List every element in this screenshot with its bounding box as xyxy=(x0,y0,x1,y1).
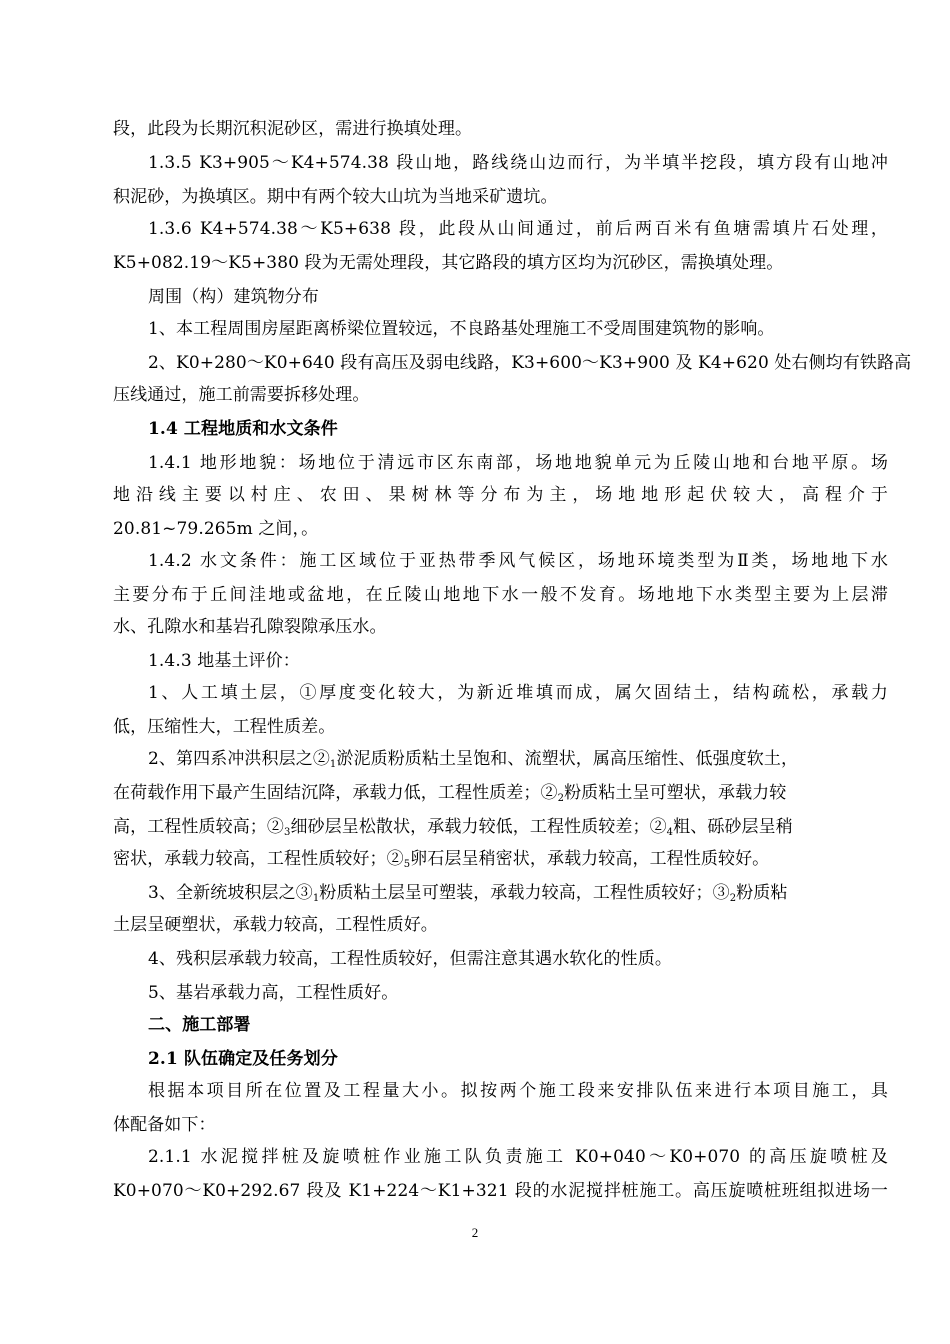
text-line xyxy=(148,748,888,772)
text-line: 2、K0+280～K0+640 段有高压及弱电线路，K3+600～K3+900 及 K4+620 处右侧均有铁路高 xyxy=(148,353,912,373)
section-heading: 周围（构）建筑物分布 xyxy=(148,287,319,307)
text-line: 1.4.2 水文条件：施工区域位于亚热带季风气候区，场地环境类型为Ⅱ类，场地地下水 xyxy=(148,551,888,571)
text-line: 低，压缩性大，工程性质差。 xyxy=(113,717,336,737)
text-line: 1.4.3 地基土评价： xyxy=(148,651,300,671)
text-line: 20.81~79.265m 之间，。 xyxy=(113,519,319,539)
subscript: 2 xyxy=(557,793,565,804)
text-line: 1、人工填土层，①厚度变化较大，为新近堆填而成，属欠固结土，结构疏松，承载力 xyxy=(148,683,888,703)
text-line: 地沿线主要以村庄、农田、果树林等分布为主，场地地形起伏较大，高程介于 xyxy=(113,485,888,505)
text-line: 2.1.1 水泥搅拌桩及旋喷桩作业施工队负责施工 K0+040～K0+070 的高压旋喷桩及 xyxy=(148,1147,888,1167)
text-span: 卵石层呈稍密状，承载力较高，工程性质较好。 xyxy=(410,849,770,869)
text-line xyxy=(148,882,888,906)
text-span: 粉质粘土层呈可塑装，承载力较高，工程性质较好；③ xyxy=(319,883,730,903)
text-span: 粗、砾砂层呈稍 xyxy=(673,817,793,837)
text-span: 细砂层呈松散状，承载力较低，工程性质较差；② xyxy=(290,817,667,837)
text-span: 密状，承载力较高，工程性质较好；② xyxy=(113,849,404,869)
text-span: 高，工程性质较高；② xyxy=(113,817,284,837)
text-line: 段，此段为长期沉积泥砂区，需进行换填处理。 xyxy=(113,119,473,139)
subscript: 2 xyxy=(729,893,737,904)
text-line: 根据本项目所在位置及工程量大小。拟按两个施工段来安排队伍来进行本项目施工，具 xyxy=(148,1081,888,1101)
text-line xyxy=(113,816,888,840)
text-line: K5+082.19～K5+380 段为无需处理段，其它路段的填方区均为沉砂区，需换填处理。 xyxy=(113,253,784,273)
subscript: 4 xyxy=(666,827,674,838)
text-line: 主要分布于丘间洼地或盆地，在丘陵山地地下水一般不发育。场地地下水类型主要为上层滞 xyxy=(113,585,888,605)
chapter-heading: 二、施工部署 xyxy=(148,1015,251,1035)
subscript: 5 xyxy=(403,859,411,870)
text-line: 1、本工程周围房屋距离桥梁位置较远，不良路基处理施工不受周围建筑物的影响。 xyxy=(148,319,775,339)
subscript: 1 xyxy=(329,759,337,770)
text-line: 水、孔隙水和基岩孔隙裂隙承压水。 xyxy=(113,617,387,637)
text-span: 3、全新统坡积层之③ xyxy=(148,883,313,903)
text-line: 1.3.6 K4+574.38～K5+638 段，此段从山间通过，前后两百米有鱼塘需填片石处理， xyxy=(148,219,888,239)
section-heading: 2.1 队伍确定及任务划分 xyxy=(148,1049,338,1069)
text-span: 淤泥质粉质粘土呈饱和、流塑状，属高压缩性、低强度软土， xyxy=(336,749,799,769)
text-line: 4、残积层承载力较高，工程性质较好，但需注意其遇水软化的性质。 xyxy=(148,949,672,969)
section-heading: 1.4 工程地质和水文条件 xyxy=(148,419,338,439)
text-line: K0+070～K0+292.67 段及 K1+224～K1+321 段的水泥搅拌桩施工。高压旋喷桩班组拟进场一 xyxy=(113,1181,888,1201)
text-span: 粉质粘 xyxy=(736,883,788,903)
text-line: 体配备如下： xyxy=(113,1115,216,1135)
text-line xyxy=(113,848,888,872)
text-span: 2、第四系冲洪积层之② xyxy=(148,749,330,769)
text-line: 1.3.5 K3+905～K4+574.38 段山地，路线绕山边而行，为半填半挖段，填方段有山地冲 xyxy=(148,153,888,173)
subscript: 1 xyxy=(312,893,320,904)
text-span: 粉质粘土呈可塑状，承载力较 xyxy=(564,783,787,803)
text-line: 5、基岩承载力高，工程性质好。 xyxy=(148,983,399,1003)
text-line xyxy=(113,782,888,806)
text-span: 在荷载作用下最产生固结沉降，承载力低，工程性质差；② xyxy=(113,783,558,803)
text-line: 积泥砂，为换填区。期中有两个较大山坑为当地采矿遗坑。 xyxy=(113,187,558,207)
subscript: 3 xyxy=(284,827,291,838)
text-line: 压线通过，施工前需要拆移处理。 xyxy=(113,385,370,405)
text-line: 1.4.1 地形地貌：场地位于清远市区东南部，场地地貌单元为丘陵山地和台地平原。场 xyxy=(148,453,888,473)
page-number: 2 xyxy=(471,1225,479,1240)
text-line: 土层呈硬塑状，承载力较高，工程性质好。 xyxy=(113,915,438,935)
